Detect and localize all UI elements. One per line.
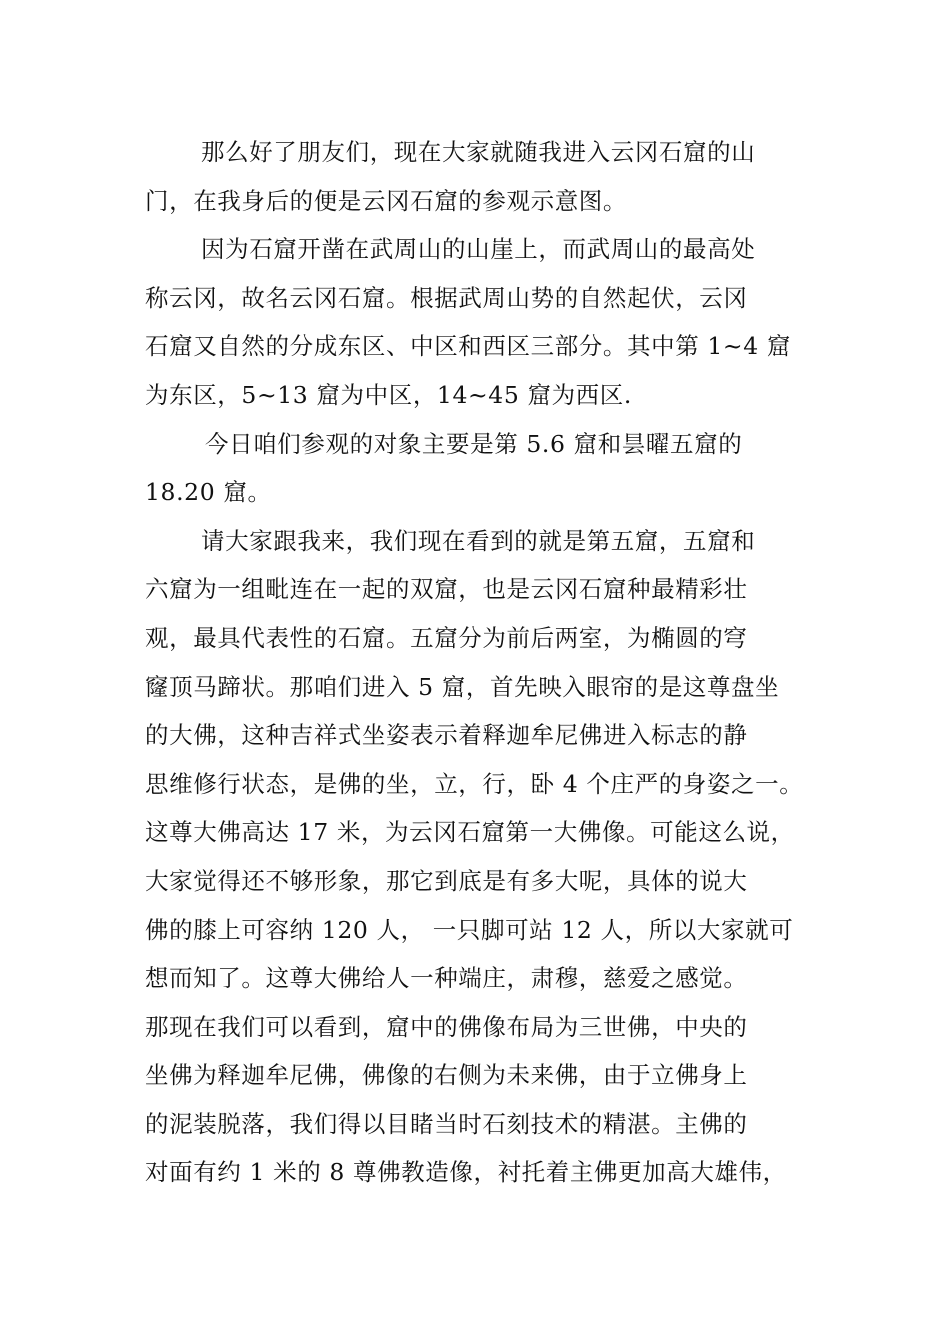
paragraph-line: 对面有约 1 米的 8 尊佛教造像，衬托着主佛更加高大雄伟， (145, 1158, 787, 1187)
paragraph-line: 今日咱们参观的对象主要是第 5.6 窟和昙曜五窟的 (205, 429, 743, 458)
paragraph-line: 门，在我身后的便是云冈石窟的参观示意图。 (145, 186, 627, 215)
body-text (145, 128, 825, 1197)
paragraph-line: 18.20 窟。 (145, 478, 272, 507)
paragraph-line: 六窟为一组毗连在一起的双窟，也是云冈石窟种最精彩壮 (145, 575, 748, 604)
paragraph-line: 观，最具代表性的石窟。五窟分为前后两室，为椭圆的穹 (145, 623, 748, 652)
paragraph-line: 窿顶马蹄状。那咱们进入 5 窟，首先映入眼帘的是这尊盘坐 (145, 672, 780, 701)
paragraph-line: 佛的膝上可容纳 120 人， 一只脚可站 12 人，所以大家就可 (145, 915, 794, 944)
paragraph-line: 思维修行状态，是佛的坐，立，行，卧 4 个庄严的身姿之一。 (145, 769, 804, 798)
paragraph-line: 大家觉得还不够形象，那它到底是有多大呢，具体的说大 (145, 866, 748, 895)
paragraph-line: 坐佛为释迦牟尼佛，佛像的右侧为未来佛，由于立佛身上 (145, 1061, 748, 1090)
paragraph-line: 的泥装脱落，我们得以目睹当时石刻技术的精湛。主佛的 (145, 1109, 748, 1138)
paragraph-line: 为东区，5~13 窟为中区，14~45 窟为西区. (145, 380, 632, 409)
paragraph-line: 想而知了。这尊大佛给人一种端庄，肃穆，慈爱之感觉。 (145, 964, 748, 993)
paragraph-line: 因为石窟开凿在武周山的山崖上，而武周山的最高处 (201, 235, 756, 264)
paragraph-line: 请大家跟我来，我们现在看到的就是第五窟，五窟和 (201, 526, 756, 555)
paragraph-line: 那么好了朋友们，现在大家就随我进入云冈石窟的山 (201, 138, 756, 166)
paragraph-line: 那现在我们可以看到，窟中的佛像布局为三世佛，中央的 (145, 1012, 748, 1041)
paragraph-line: 这尊大佛高达 17 米，为云冈石窟第一大佛像。可能这么说， (145, 818, 795, 847)
paragraph-line: 的大佛，这种吉祥式坐姿表示着释迦牟尼佛进入标志的静 (145, 721, 748, 750)
paragraph-line: 称云冈，故名云冈石窟。根据武周山势的自然起伏，云冈 (145, 283, 748, 312)
paragraph-line: 石窟又自然的分成东区、中区和西区三部分。其中第 1~4 窟 (145, 332, 791, 361)
